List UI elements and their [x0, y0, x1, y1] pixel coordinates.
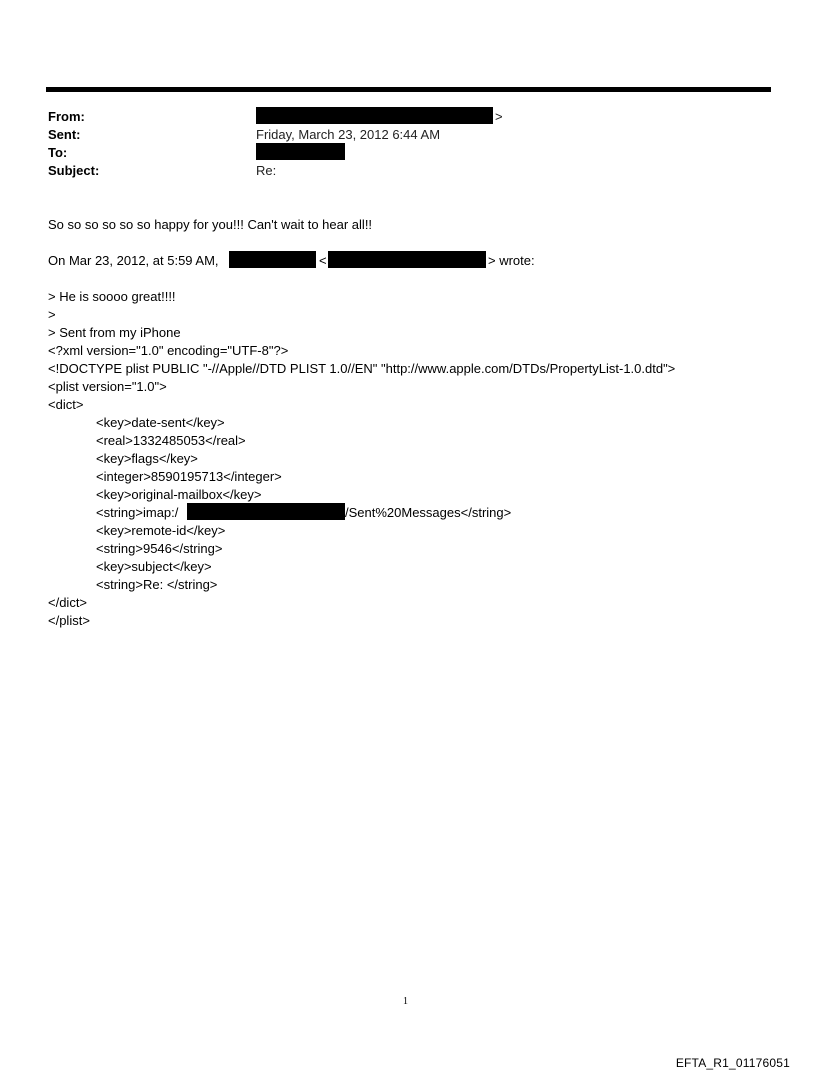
plist-entry: <key>flags</key>	[96, 451, 198, 466]
quote-intro-prefix: On Mar 23, 2012, at 5:59 AM,	[48, 253, 219, 268]
quote-intro-suffix: > wrote:	[488, 253, 535, 268]
plist-line: <!DOCTYPE plist PUBLIC "-//Apple//DTD PLIST 1.0//EN" "http://www.apple.com/DTDs/PropertyList-1.0.dtd">	[48, 361, 676, 376]
from-label: From:	[48, 109, 85, 124]
plist-entry: <key>original-mailbox</key>	[96, 487, 262, 502]
sent-value: Friday, March 23, 2012 6:44 AM	[256, 127, 441, 142]
quoted-line: > Sent from my iPhone	[48, 325, 181, 340]
sent-label: Sent:	[48, 127, 81, 142]
plist-imap-suffix: /Sent%20Messages</string>	[345, 505, 512, 520]
page-number: 1	[403, 996, 408, 1007]
plist-entry: <key>remote-id</key>	[96, 523, 226, 538]
quoted-line: >	[48, 307, 56, 322]
message-text: So so so so so so happy for you!!! Can't wait to hear all!!	[48, 217, 373, 232]
redaction-sender-email	[328, 251, 486, 268]
quoted-line: > He is soooo great!!!!	[48, 289, 176, 304]
plist-entry: <key>date-sent</key>	[96, 415, 225, 430]
plist-line: <plist version="1.0">	[48, 379, 167, 394]
plist-entry: <integer>8590195713</integer>	[96, 469, 282, 484]
header-rule	[46, 87, 771, 92]
document-id: EFTA_R1_01176051	[675, 1056, 790, 1070]
to-label: To:	[48, 145, 68, 160]
plist-entry: <string>9546</string>	[96, 541, 223, 556]
redaction-imap-account	[187, 503, 345, 520]
plist-line: </dict>	[48, 595, 88, 610]
redaction-from-address	[256, 107, 493, 124]
quote-intro-lt: <	[319, 253, 327, 268]
plist-line: <dict>	[48, 397, 84, 412]
plist-line: <?xml version="1.0" encoding="UTF-8"?>	[48, 343, 289, 358]
from-value-suffix: >	[495, 109, 503, 124]
subject-value: Re:	[256, 163, 277, 178]
plist-line: </plist>	[48, 613, 90, 628]
plist-entry: <key>subject</key>	[96, 559, 212, 574]
plist-entry: <string>Re: </string>	[96, 577, 218, 592]
subject-label: Subject:	[48, 163, 100, 178]
redaction-sender-name	[229, 251, 316, 268]
redaction-to-address	[256, 143, 345, 160]
plist-imap-prefix: <string>imap:/	[96, 505, 179, 520]
plist-entry: <real>1332485053</real>	[96, 433, 246, 448]
